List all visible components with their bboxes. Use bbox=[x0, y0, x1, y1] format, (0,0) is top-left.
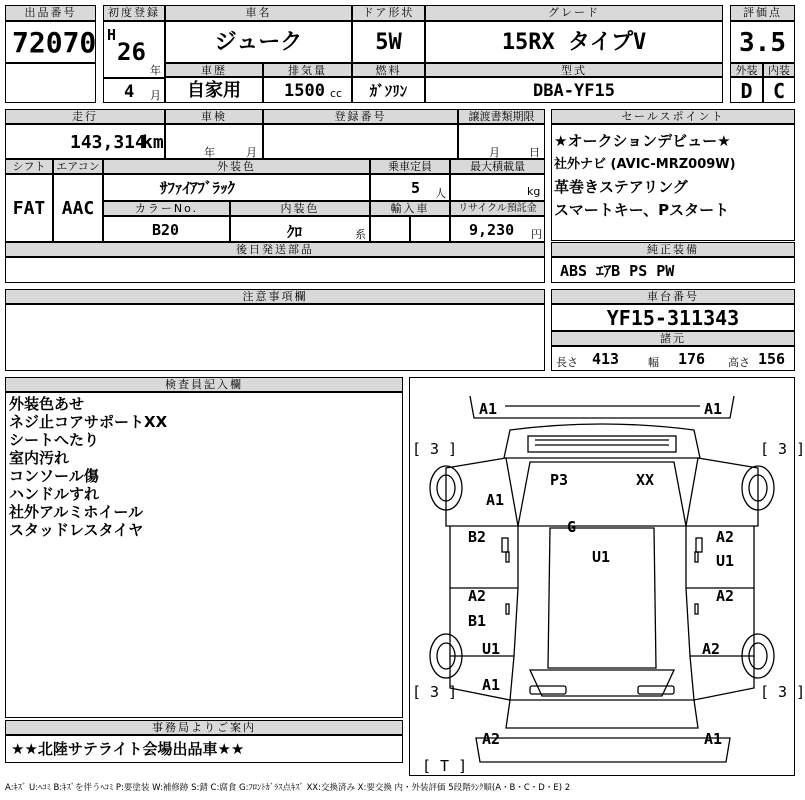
first-reg-label: 初度登録 bbox=[103, 5, 165, 21]
insp-year-unit: 年 bbox=[204, 146, 215, 159]
transfer-day-unit: 日 bbox=[529, 146, 540, 159]
displacement-unit: cc bbox=[330, 87, 343, 100]
car-diagram bbox=[409, 377, 805, 776]
int-color-unit: 系 bbox=[355, 228, 366, 241]
height: 156 bbox=[758, 350, 786, 368]
mark-glass: G bbox=[567, 518, 577, 536]
int-color: ｸﾛ bbox=[287, 223, 303, 241]
inspector-box bbox=[5, 392, 403, 718]
sales-point-line: ★オークションデビュー★ bbox=[554, 132, 731, 150]
legend: A:ｷｽﾞ U:ﾍｺﾐ B:ｷｽﾞを伴うﾍｺﾐ P:要塗装 W:補修跡 S:錆 C:腐食 G:ﾌﾛﾝﾄｶﾞﾗｽ点ｷｽﾞ XX:交換済み X:要交換 内・外装評価 5段階ﾗﾝｸ順(A・B・C・D・E) 2 bbox=[5, 783, 571, 793]
mark-rear-r: A1 bbox=[704, 730, 723, 748]
color: ｻﾌｧｲｱﾌﾞﾗｯｸ bbox=[103, 174, 370, 201]
sales-point-line: 社外ナビ (AVIC-MRZ009W) bbox=[554, 157, 736, 172]
mark-door-r1a: A2 bbox=[716, 528, 735, 546]
car-name: ジューク bbox=[165, 21, 352, 63]
recycle: 9,230 bbox=[469, 221, 515, 239]
color-label: 外装色 bbox=[103, 159, 370, 174]
color-no: B20 bbox=[103, 216, 230, 242]
later-parts-box bbox=[5, 257, 545, 283]
inspector-line: 社外アルミホイール bbox=[9, 503, 144, 521]
equipment-label: 純正装備 bbox=[551, 242, 795, 257]
grade-label: グレード bbox=[425, 5, 723, 21]
first-reg-month: 4 bbox=[124, 82, 135, 102]
max-load-box bbox=[450, 174, 545, 201]
mark-tire-fl: [ 3 ] bbox=[412, 440, 458, 458]
year-unit: 年 bbox=[150, 64, 161, 77]
import-label: 輸入車 bbox=[370, 201, 450, 216]
mark-fender-left: A1 bbox=[486, 491, 505, 509]
model: DBA-YF15 bbox=[425, 77, 723, 103]
mark-door-r2: A2 bbox=[716, 587, 735, 605]
displacement: 1500 bbox=[284, 81, 325, 101]
inspection-box bbox=[165, 124, 263, 159]
door-label: ドア形状 bbox=[352, 5, 425, 21]
mileage-label: 走行 bbox=[5, 109, 165, 124]
int-color-label: 内装色 bbox=[230, 201, 370, 216]
history-label: 車歴 bbox=[165, 63, 263, 77]
shift: FAT bbox=[5, 174, 53, 242]
exterior-grade: D bbox=[730, 77, 763, 103]
mark-front-left: A1 bbox=[479, 400, 498, 418]
equipment: ABS ｴｱB PS PW bbox=[551, 257, 795, 283]
inspection-label: 車検 bbox=[165, 109, 263, 124]
inspector-line: 外装色あせ bbox=[9, 395, 85, 413]
mark-quarter-right: A2 bbox=[702, 640, 721, 658]
recycle-label: リサイクル預託金 bbox=[450, 201, 545, 216]
width: 176 bbox=[678, 350, 706, 368]
later-parts-label: 後日発送部品 bbox=[5, 242, 545, 257]
office-text: ★★北陸サテライト会場出品車★★ bbox=[5, 735, 403, 763]
lot-no: 72070 bbox=[5, 21, 96, 63]
mark-door-l2b: B1 bbox=[468, 612, 487, 630]
recycle-unit: 円 bbox=[531, 228, 542, 241]
mark-spare: [ T ] bbox=[422, 757, 468, 775]
mark-rear-l2: A2 bbox=[482, 730, 501, 748]
mark-tire-fr: [ 3 ] bbox=[760, 440, 805, 458]
spec-box bbox=[551, 346, 795, 371]
mark-tire-rl: [ 3 ] bbox=[412, 683, 458, 701]
mileage-box bbox=[5, 124, 165, 159]
reg-no-box bbox=[263, 124, 458, 159]
chassis-no: YF15-311343 bbox=[551, 304, 795, 331]
reg-no-label: 登録番号 bbox=[263, 109, 458, 124]
capacity-label: 乗車定員 bbox=[370, 159, 450, 174]
ac: AAC bbox=[53, 174, 103, 242]
length-label: 長さ bbox=[556, 356, 578, 369]
first-reg-year: 26 bbox=[117, 38, 146, 66]
sales-point-line: 革巻きステアリング bbox=[554, 178, 688, 196]
length: 413 bbox=[592, 350, 620, 368]
car-name-label: 車名 bbox=[165, 5, 352, 21]
sales-point-line: スマートキー、Pスタート bbox=[554, 201, 730, 219]
mark-roof-b: XX bbox=[636, 471, 655, 489]
import-box-b bbox=[410, 216, 450, 242]
model-label: 型式 bbox=[425, 63, 723, 77]
lot-no-blank bbox=[5, 63, 96, 103]
transfer-label: 譲渡書類期限 bbox=[458, 109, 545, 124]
mark-body-center: U1 bbox=[592, 548, 611, 566]
mark-door-r1b: U1 bbox=[716, 552, 735, 570]
car-outline bbox=[410, 378, 794, 775]
inspector-label: 検査員記入欄 bbox=[5, 377, 403, 392]
mark-front-right: A1 bbox=[704, 400, 723, 418]
mileage-unit: km bbox=[142, 132, 164, 153]
max-load-label: 最大積載量 bbox=[450, 159, 545, 174]
inspector-line: ハンドルすれ bbox=[9, 485, 100, 503]
height-label: 高さ bbox=[728, 356, 750, 369]
inspector-line: シートへたり bbox=[9, 431, 100, 449]
office-label: 事務局よりご案内 bbox=[5, 720, 403, 735]
width-label: 幅 bbox=[648, 356, 659, 369]
grade: 15RX タイプV bbox=[425, 21, 723, 63]
mark-door-l2a: A2 bbox=[468, 587, 487, 605]
inspector-line: ネジ止コアサポートXX bbox=[9, 413, 168, 431]
mark-quarter-left: U1 bbox=[482, 640, 501, 658]
notes-box bbox=[5, 304, 545, 371]
first-reg-month-box bbox=[103, 78, 165, 103]
import-box-a bbox=[370, 216, 410, 242]
mark-roof-a: P3 bbox=[550, 471, 569, 489]
score: 3.5 bbox=[730, 21, 795, 63]
exterior-label: 外装 bbox=[730, 63, 763, 77]
score-label: 評価点 bbox=[730, 5, 795, 21]
notes-label: 注意事項欄 bbox=[5, 289, 545, 304]
capacity-box bbox=[370, 174, 450, 201]
spec-label: 諸元 bbox=[551, 331, 795, 346]
era: H bbox=[107, 26, 117, 44]
interior-grade: C bbox=[763, 77, 795, 103]
sales-points-box bbox=[551, 124, 795, 241]
interior-label: 内装 bbox=[763, 63, 795, 77]
mark-door-l1: B2 bbox=[468, 528, 487, 546]
displacement-box bbox=[263, 77, 352, 103]
recycle-box bbox=[450, 216, 545, 242]
chassis-label: 車台番号 bbox=[551, 289, 795, 304]
ac-label: エアコン bbox=[53, 159, 103, 174]
insp-month-unit: 月 bbox=[246, 146, 257, 159]
color-no-label: カラーNo. bbox=[103, 201, 230, 216]
mark-rear-l1: A1 bbox=[482, 676, 501, 694]
int-color-box bbox=[230, 216, 370, 242]
month-unit: 月 bbox=[150, 89, 161, 102]
inspector-line: コンソール傷 bbox=[9, 467, 99, 485]
capacity-unit: 人 bbox=[435, 187, 446, 200]
first-reg-year-box bbox=[103, 21, 165, 78]
sales-points-label: セールスポイント bbox=[551, 109, 795, 124]
fuel-label: 燃料 bbox=[352, 63, 425, 77]
inspector-line: スタッドレスタイヤ bbox=[9, 521, 144, 539]
displacement-label: 排気量 bbox=[263, 63, 352, 77]
transfer-box bbox=[458, 124, 545, 159]
mileage: 143,314 bbox=[70, 132, 146, 153]
door-type: 5W bbox=[352, 21, 425, 63]
capacity: 5 bbox=[411, 179, 421, 197]
mark-tire-rr: [ 3 ] bbox=[760, 683, 805, 701]
transfer-month-unit: 月 bbox=[489, 146, 500, 159]
shift-label: シフト bbox=[5, 159, 53, 174]
lot-no-label: 出品番号 bbox=[5, 5, 96, 21]
inspector-line: 室内汚れ bbox=[9, 449, 70, 467]
fuel: ｶﾞｿﾘﾝ bbox=[352, 77, 425, 103]
max-load-unit: kg bbox=[527, 185, 541, 198]
history: 自家用 bbox=[165, 77, 263, 103]
